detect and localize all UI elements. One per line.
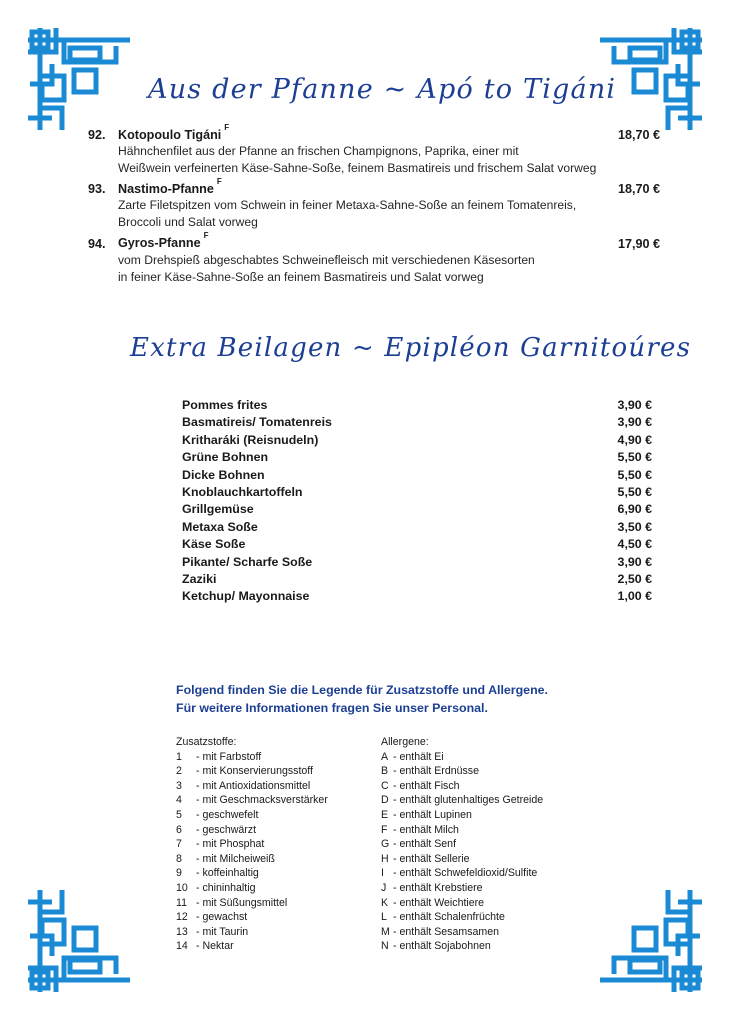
legend-key: A (381, 750, 389, 763)
side-dish-row[interactable] (182, 467, 652, 484)
dish-item-93[interactable] (88, 178, 660, 231)
legend-additive-row (176, 764, 381, 779)
legend-key: D (381, 794, 389, 807)
side-dish-price: 2,50 € (617, 572, 652, 587)
dish-header (88, 124, 660, 143)
side-dish-name: Grüne Bohnen (182, 450, 269, 465)
side-dish-row[interactable] (182, 554, 652, 571)
legend-value: - mit Farbstoff (196, 750, 262, 763)
side-dish-price: 3,90 € (617, 415, 652, 430)
side-dish-name: Kritharáki (Reisnudeln) (182, 432, 319, 447)
dish-number: 92. (88, 128, 106, 143)
legend-key: 5 (176, 808, 182, 821)
section-heading-extra-beilagen: Extra Beilagen ~ Epipléon Garnitoúres (130, 333, 692, 363)
legend-key: G (381, 838, 390, 851)
legend-value: - enthält Milch (393, 823, 459, 836)
legend-additive-row (176, 837, 381, 852)
legend-value: - enthält Sellerie (393, 852, 470, 865)
legend-key: 11 (176, 896, 187, 909)
greek-key-ornament-bottom-right (592, 882, 712, 1002)
legend-value: - mit Konservierungsstoff (196, 765, 313, 778)
side-dish-price: 3,50 € (617, 519, 652, 534)
side-dish-list (182, 397, 652, 606)
side-dish-row[interactable] (182, 588, 652, 605)
side-dish-price: 4,50 € (617, 537, 652, 552)
legend-additive-row (176, 896, 381, 911)
legend-value: - enthält Erdnüsse (393, 765, 479, 778)
legend-allergen-row (381, 793, 596, 808)
side-dish-row[interactable] (182, 571, 652, 588)
legend-intro (176, 681, 548, 717)
legend-key: F (381, 823, 388, 836)
legend-key: 8 (176, 852, 182, 865)
side-dish-row[interactable] (182, 484, 652, 501)
legend-key: 7 (176, 838, 182, 851)
legend-allergen-row (381, 910, 596, 925)
legend-key: B (381, 765, 389, 778)
legend-key: 14 (176, 940, 188, 953)
side-dish-row[interactable] (182, 519, 652, 536)
side-dish-name: Zaziki (182, 572, 217, 587)
legend-value: - koffeinhaltig (196, 867, 259, 880)
dish-number: 94. (88, 236, 106, 251)
side-dish-row[interactable] (182, 449, 652, 466)
dish-header (88, 232, 660, 251)
legend-key: M (381, 925, 390, 938)
legend-column-additives (176, 735, 381, 954)
side-dish-name: Käse Soße (182, 537, 246, 552)
legend-additive-row (176, 866, 381, 881)
legend-value: - enthält Schalenfrüchte (393, 911, 505, 924)
legend-value: - mit Geschmacksverstärker (196, 794, 328, 807)
legend-key: 10 (176, 881, 188, 894)
legend-allergen-row (381, 779, 596, 794)
legend-additive-row (176, 823, 381, 838)
legend-allergen-row (381, 896, 596, 911)
legend-key: 4 (176, 794, 182, 807)
side-dish-price: 1,00 € (617, 589, 652, 604)
legend-value: - enthält Krebstiere (393, 881, 483, 894)
legend-allergen-row (381, 808, 596, 823)
side-dish-row[interactable] (182, 432, 652, 449)
legend-key: 13 (176, 925, 188, 938)
legend-allergen-row (381, 750, 596, 765)
dish-number: 93. (88, 182, 106, 197)
legend-additives-title: Zusatzstoffe: (176, 736, 237, 748)
legend-value: - enthält Ei (393, 750, 444, 763)
dish-list (88, 124, 660, 287)
legend-value: - geschwärzt (196, 823, 257, 836)
legend-key: E (381, 808, 389, 821)
side-dish-price: 5,50 € (617, 450, 652, 465)
legend-allergen-row (381, 764, 596, 779)
legend-column-allergens (381, 735, 596, 954)
legend-value: - mit Antioxidationsmittel (196, 779, 311, 792)
dish-description-line: Hähnchenfilet aus der Pfanne an frischen Champignons, Paprika, einer mit (118, 144, 519, 159)
dish-description-line: Zarte Filetspitzen vom Schwein in feiner Metaxa-Sahne-Soße an feinem Tomatenreis, (118, 198, 577, 213)
side-dish-name: Ketchup/ Mayonnaise (182, 589, 310, 604)
legend-value: - mit Süßungsmittel (196, 896, 288, 909)
side-dish-price: 3,90 € (617, 554, 652, 569)
legend-additive-row (176, 881, 381, 896)
side-dish-name: Dicke Bohnen (182, 467, 265, 482)
dish-item-92[interactable] (88, 124, 660, 177)
side-dish-price: 3,90 € (617, 398, 652, 412)
dish-name: Gyros-Pfanne$^F$ (118, 231, 209, 251)
legend-additive-row (176, 793, 381, 808)
legend-key: L (381, 911, 387, 924)
legend-allergen-row (381, 939, 596, 954)
legend-key: N (381, 940, 389, 953)
legend-key: K (381, 896, 389, 909)
legend-value: - mit Taurin (196, 925, 249, 938)
legend-value: - mit Milcheiweiß (196, 852, 275, 865)
side-dish-price: 6,90 € (617, 502, 652, 517)
legend-columns (176, 735, 596, 954)
legend-additive-row (176, 779, 381, 794)
legend-key: C (381, 779, 389, 792)
legend-value: - enthält glutenhaltiges Getreide (393, 794, 544, 807)
legend-value: - enthält Sojabohnen (393, 940, 491, 953)
legend-additive-row (176, 939, 381, 954)
legend-value: - enthält Weichtiere (393, 896, 485, 909)
dish-description-line: Broccoli und Salat vorweg (118, 215, 258, 230)
greek-key-ornament-top-left (18, 18, 138, 138)
legend-value: - enthält Sesamsamen (393, 925, 499, 938)
legend-allergen-row (381, 881, 596, 896)
legend-additive-row (176, 910, 381, 925)
legend-key: J (381, 881, 387, 894)
legend-allergen-row (381, 866, 596, 881)
side-dish-name: Pommes frites (182, 398, 268, 412)
legend-key: 12 (176, 911, 188, 924)
legend-value: - enthält Fisch (393, 779, 460, 792)
legend-allergen-row (381, 823, 596, 838)
legend-allergen-row (381, 852, 596, 867)
side-dish-row[interactable] (182, 414, 652, 431)
legend-additive-row (176, 925, 381, 940)
legend-key: 3 (176, 779, 182, 792)
legend-key: 2 (176, 765, 182, 778)
legend-additive-row (176, 808, 381, 823)
legend-key: I (381, 867, 384, 880)
dish-description-line: Weißwein verfeinerten Käse-Sahne-Soße, feinem Basmatireis und frischem Salat vorweg (118, 161, 597, 176)
legend-value: - Nektar (196, 940, 234, 953)
dish-price: 18,70 € (617, 128, 660, 143)
dish-name: Nastimo-Pfanne$^F$ (118, 177, 222, 197)
side-dish-row[interactable] (182, 397, 652, 414)
dish-price: 18,70 € (617, 182, 660, 197)
allergen-marker: F (216, 177, 222, 187)
legend-key: H (381, 852, 389, 865)
legend-intro-line-1: Folgend finden Sie die Legende für Zusatzstoffe und Allergene. (176, 683, 548, 697)
side-dish-name: Metaxa Soße (182, 519, 258, 534)
legend-additive-row (176, 750, 381, 765)
side-dish-name: Knoblauchkartoffeln (182, 485, 303, 500)
legend-allergens-title: Allergene: (381, 736, 429, 748)
legend-value: - enthält Senf (393, 838, 457, 851)
dish-price: 17,90 € (617, 236, 660, 251)
allergen-marker: F (203, 231, 209, 241)
dish-description-line: in feiner Käse-Sahne-Soße an feinem Basmatireis und Salat vorweg (118, 269, 484, 284)
legend-intro-line-2: Für weitere Informationen fragen Sie unser Personal. (176, 701, 488, 715)
side-dish-name: Basmatireis/ Tomatenreis (182, 415, 332, 430)
legend-allergen-row (381, 925, 596, 940)
side-dish-row[interactable] (182, 536, 652, 553)
dish-header (88, 178, 660, 197)
dish-name: Kotopoulo Tigáni$^F$ (118, 123, 230, 143)
side-dish-price: 4,90 € (617, 432, 652, 447)
legend-additive-row (176, 852, 381, 867)
legend-value: - geschwefelt (196, 808, 259, 821)
side-dish-row[interactable] (182, 501, 652, 518)
dish-description-line: vom Drehspieß abgeschabtes Schweinefleisch mit verschiedenen Käsesorten (118, 252, 535, 267)
legend-value: - mit Phosphat (196, 838, 265, 851)
greek-key-ornament-bottom-left (18, 882, 138, 1002)
legend-value: - gewachst (196, 911, 248, 924)
legend-allergen-row (381, 837, 596, 852)
legend-value: - enthält Lupinen (393, 808, 472, 821)
side-dish-price: 5,50 € (617, 467, 652, 482)
side-dish-name: Pikante/ Scharfe Soße (182, 554, 313, 569)
allergen-marker: F (224, 123, 230, 132)
section-heading-aus-der-pfanne: Aus der Pfanne ~ Apó to Tigáni (148, 74, 617, 105)
side-dish-price: 5,50 € (617, 485, 652, 500)
legend-key: 1 (176, 750, 182, 763)
side-dish-name: Grillgemüse (182, 502, 254, 517)
legend-value: - chininhaltig (196, 881, 256, 894)
legend-key: 6 (176, 823, 182, 836)
dish-item-94[interactable] (88, 232, 660, 285)
legend-key: 9 (176, 867, 182, 880)
legend-value: - enthält Schwefeldioxid/Sulfite (393, 867, 538, 880)
